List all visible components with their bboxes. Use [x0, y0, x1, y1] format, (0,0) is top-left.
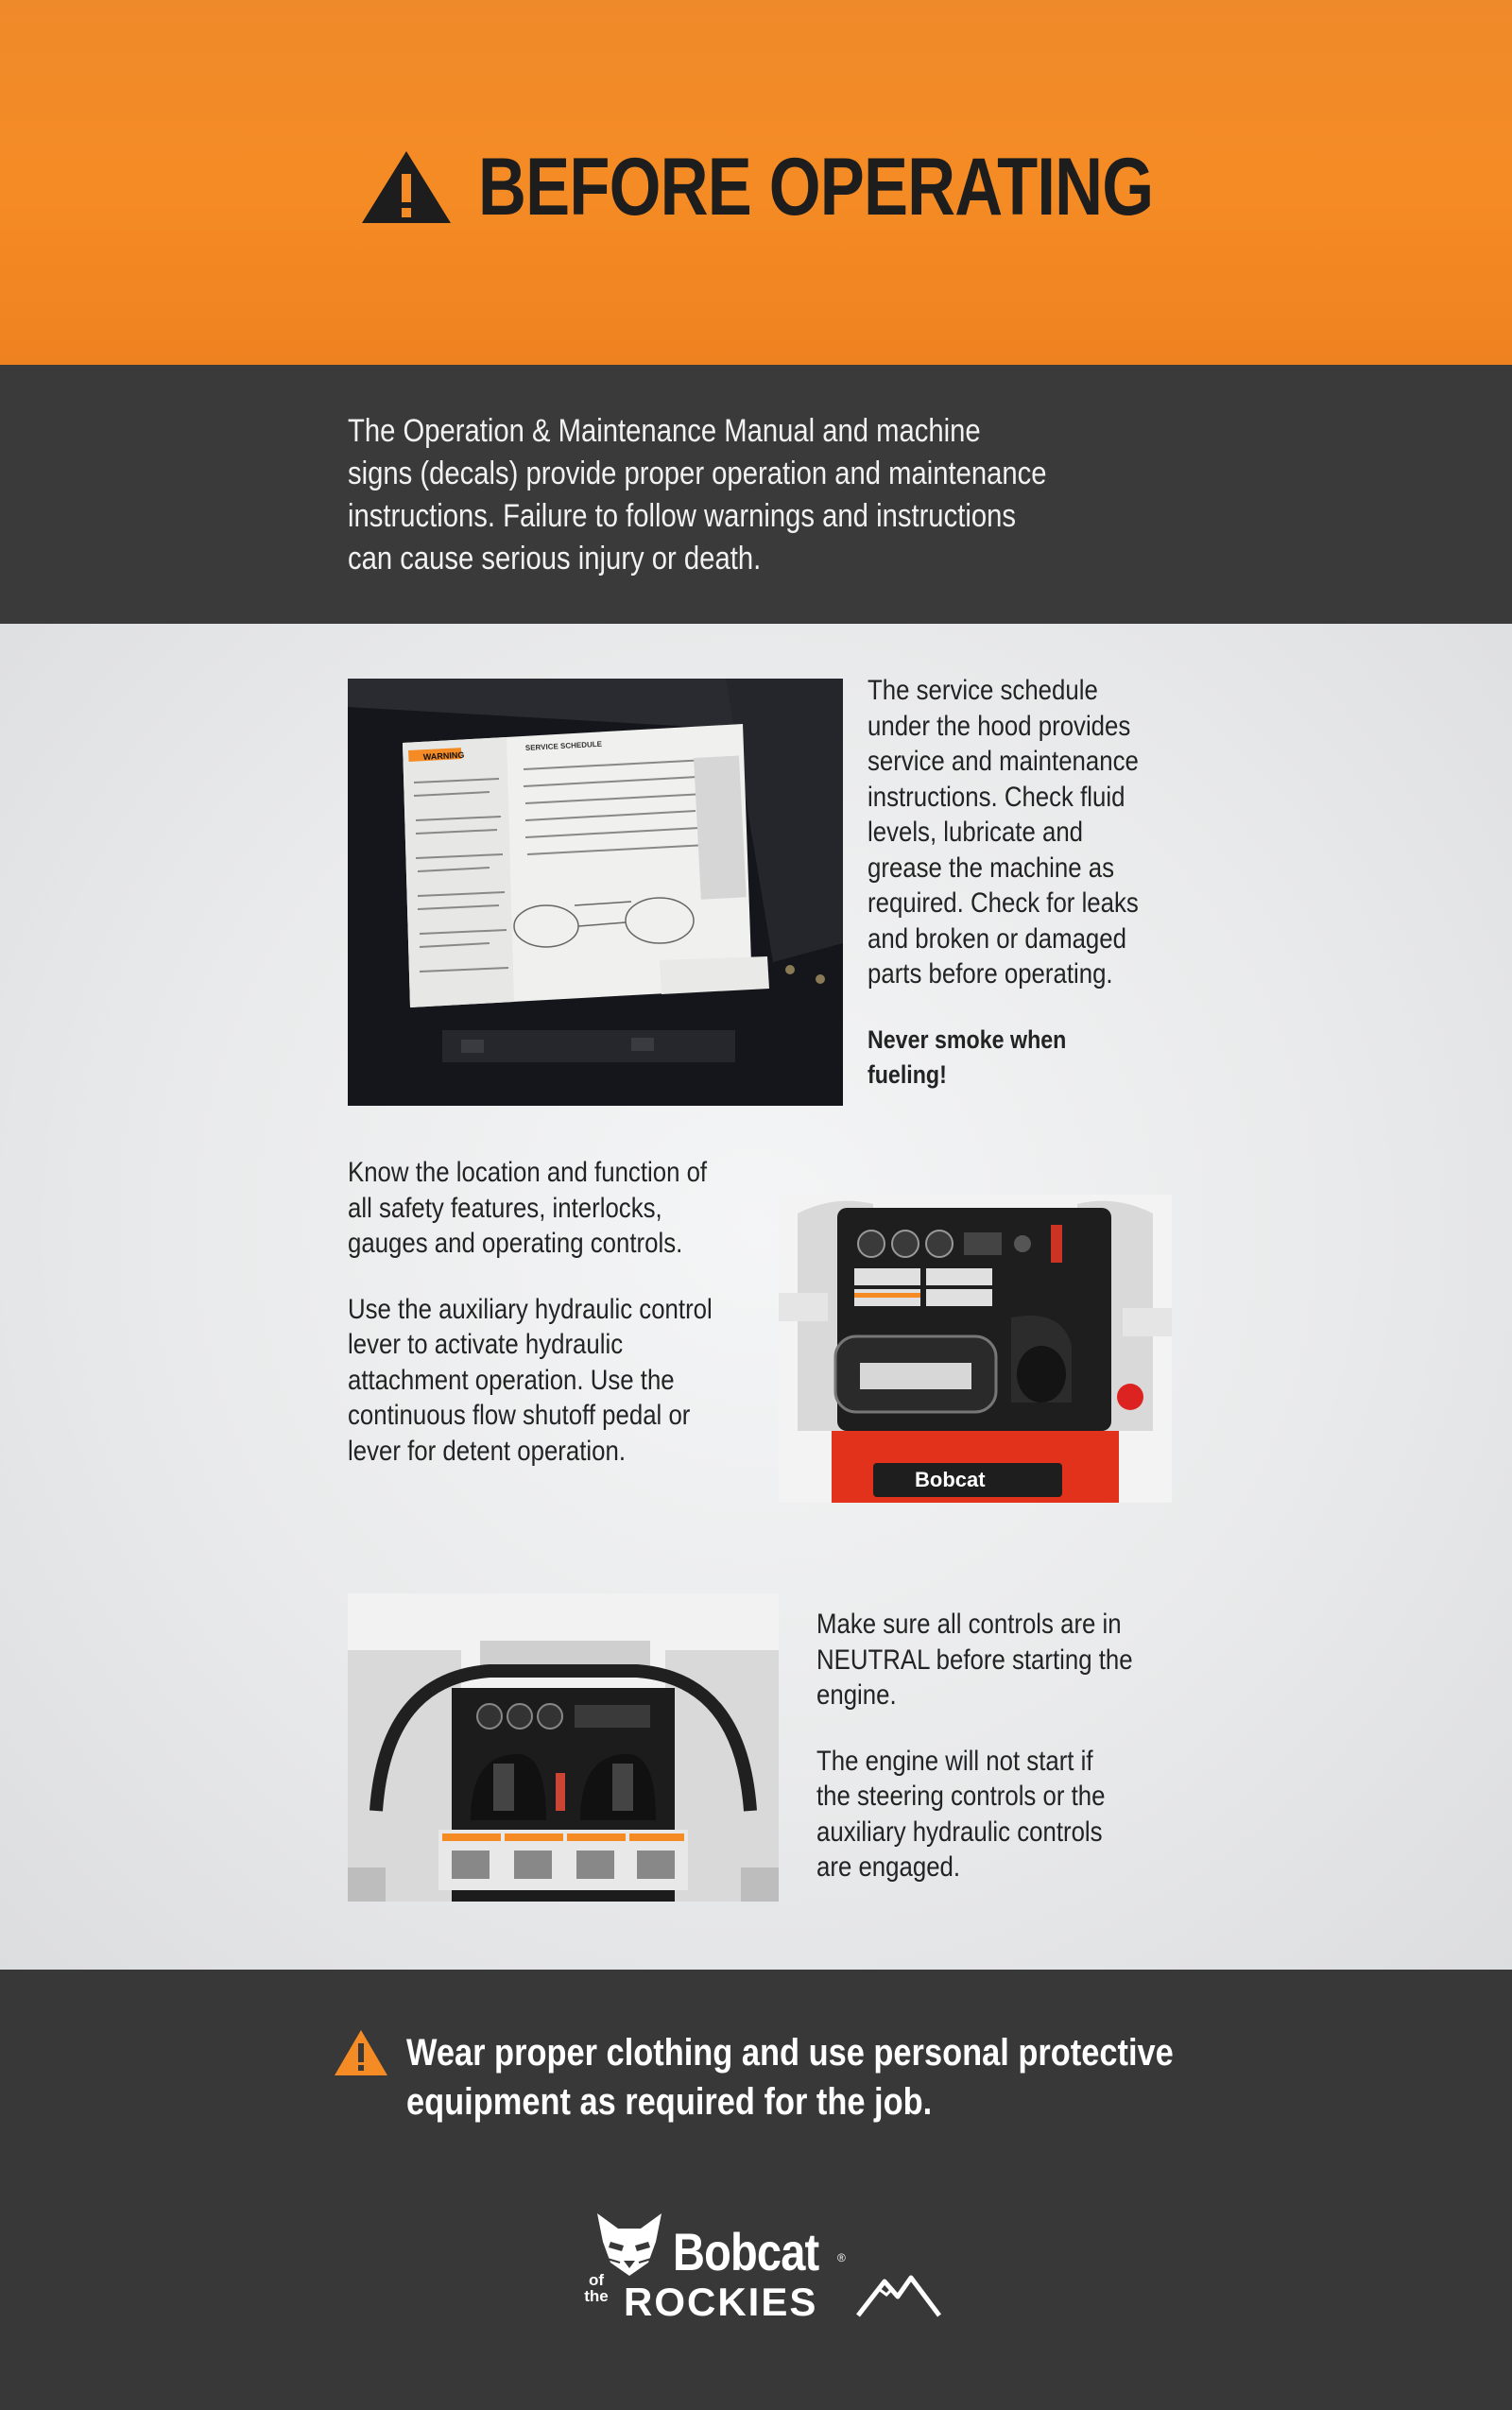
section-3-text	[816, 1607, 1133, 1885]
never-smoke-warning: Never smoke when fueling!	[868, 1024, 1067, 1089]
bobcat-of-the-rockies-logo	[582, 2213, 941, 2336]
mountain-icon	[856, 2272, 941, 2324]
footer-band	[0, 1970, 1512, 2410]
section-1-text	[868, 673, 1143, 1093]
steering-controls-photo	[348, 1593, 779, 1902]
logo-registered-mark: ®	[837, 2251, 846, 2264]
service-schedule-decal-photo	[348, 679, 843, 1106]
warning-triangle-icon	[359, 147, 454, 227]
bobcat-machine-badge: Bobcat	[915, 1468, 986, 1491]
section-2-text	[348, 1155, 722, 1469]
logo-brand-text: Bobcat	[673, 2222, 819, 2281]
decal-warning-label: WARNING	[422, 749, 465, 762]
decal-service-schedule-label: SERVICE SCHEDULE	[524, 739, 603, 752]
section-3-paragraph-1: Make sure all controls are in NEUTRAL before starting the engine.	[816, 1609, 1133, 1711]
header-banner	[0, 0, 1512, 365]
ppe-warning-text: Wear proper clothing and use personal protective equipment as required for the job.	[406, 2032, 1174, 2123]
section-3-paragraph-2: The engine will not start if the steering controls or the auxiliary hydraulic controls are engaged.	[816, 1745, 1106, 1883]
intro-band	[0, 365, 1512, 624]
page-title-row	[359, 140, 1301, 234]
logo-of-the-text: of the	[584, 2271, 609, 2305]
operator-controls-photo	[779, 1195, 1172, 1503]
content-area	[0, 624, 1512, 1970]
logo-region-text: ROCKIES	[624, 2280, 818, 2324]
ppe-warning	[333, 2028, 1351, 2126]
intro-text: The Operation & Maintenance Manual and machine signs (decals) provide proper operation and maintenance instructions. Failure to follow warnings and instructions can cause serious injury or death.	[348, 413, 1047, 577]
section-2-paragraph-2: Use the auxiliary hydraulic control lever to activate hydraulic attachment operation. Use the continuous flow shutoff pedal or lever for detent operation.	[348, 1293, 713, 1467]
warning-triangle-icon	[333, 2028, 389, 2126]
page-title: BEFORE OPERATING	[478, 141, 1154, 232]
section-1-paragraph: The service schedule under the hood provides service and maintenance instructions. Check fluid levels, lubricate and grease the machine as required. Check for leaks and broken or damaged parts before operating.	[868, 675, 1139, 990]
section-2-paragraph-1: Know the location and function of all safety features, interlocks, gauges and operating controls.	[348, 1157, 708, 1259]
